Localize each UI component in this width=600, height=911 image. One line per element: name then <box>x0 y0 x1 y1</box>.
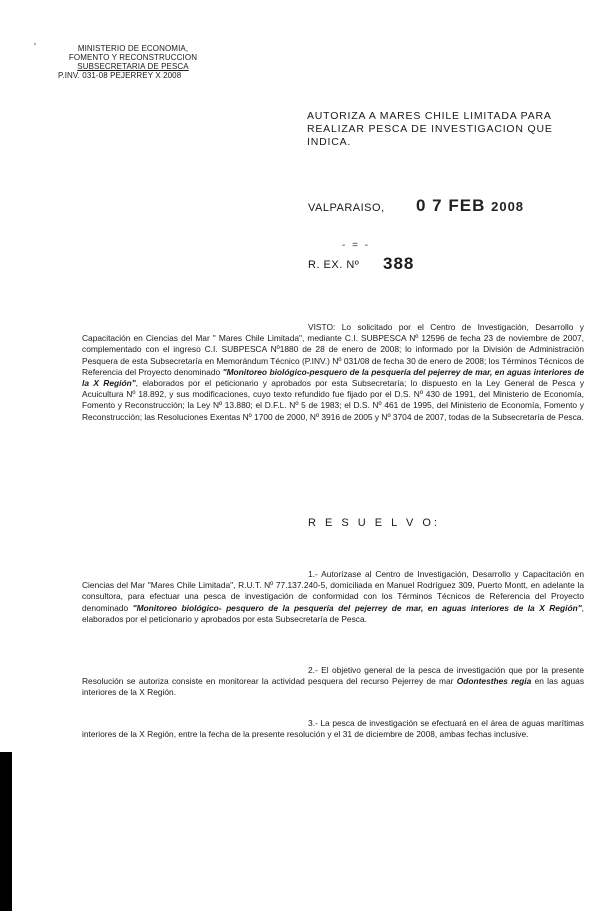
date-month: FEB <box>448 196 486 215</box>
visto-paragraph <box>82 322 584 423</box>
scan-edge-bar <box>0 752 12 911</box>
date-stamp <box>416 196 524 216</box>
item-1-text: 1.- Autorízase al Centro de Investigación, Desarrollo y Capacitación en Ciencias del Mar "Mares Chile Limitada", R.U.T. Nº 77.137.240-5, domiciliada en Manuel Rodríguez 309, Puerto Montt, en adelante la consultora, para efectuar una pesca de investigación de conformidad con los Términos Técnicos de Referencia del Proyecto denominado <box>82 569 584 613</box>
dash-mark: - = - <box>342 240 371 251</box>
item-1 <box>82 569 584 625</box>
resuelvo-heading: R E S U E L V O: <box>308 517 440 529</box>
place-label: VALPARAISO, <box>308 202 385 214</box>
date-day: 0 7 <box>416 196 443 215</box>
visto-text-cont: , elaborados por el peticionario y aprobados por esta Subsecretaría; lo dispuesto en la Ley General de Pesca y Acuicultura Nº 18.892, y sus modificaciones, cuyo texto refundido fue fijado por el D.S. Nº 430 de 1991, del Ministerio de Economía, Fomento y Reconstrucción; la Ley Nº 13.880; el D.F.L. Nº 5 de 1983; el D.S. Nº 461 de 1995, del Ministerio de Economía, Fomento y Reconstrucción; las Resoluciones Exentas Nº 1700 de 2000, Nº 3916 de 2005 y Nº 3704 de 2007, todas de la Subsecretaría de Pesca. <box>82 378 585 422</box>
document-title: AUTORIZA A MARES CHILE LIMITADA PARA REALIZAR PESCA DE INVESTIGACION QUE INDICA. <box>307 110 553 148</box>
item-3-text: 3.- La pesca de investigación se efectuará en el área de aguas marítimas interiores de la X Región, entre la fecha de la presente resolución y el 31 de diciembre de 2008, ambas fechas inclusive. <box>82 718 584 740</box>
item-1-text-cont: , elaborados por el peticionario y aprobados por esta Subsecretaría de Pesca. <box>82 602 584 624</box>
resolution-number: 388 <box>383 254 415 273</box>
letterhead-ministry: MINISTERIO DE ECONOMIA, <box>77 44 189 53</box>
resolution-label: R. EX. Nº <box>308 259 360 271</box>
item-3 <box>82 718 584 740</box>
letterhead <box>58 44 208 80</box>
visto-text: VISTO: Lo solicitado por el Centro de Investigación, Desarrollo y Capacitación en Ciencias del Mar " Mares Chile Limitada", mediante C.I. SUBPESCA Nº 12596 de fecha 23 de noviembre de 2007, complementado con el ingreso C.I. SUBPESCA Nº1880 de 28 de enero de 2008; lo informado por la División de Administración Pesquera de esta Subsecretaría en Memorándum Técnico (P.INV.) Nº 031/08 de fecha 30 de enero de 2008; los Términos Técnicos de Referencia del Proyecto denominado <box>82 322 584 377</box>
stray-mark: ' <box>34 42 36 53</box>
item-2-text: 2.- El objetivo general de la pesca de investigación que por la presente Resolución se autoriza consiste en monitorear la actividad pesquera del recurso Pejerrey de mar <box>82 665 584 687</box>
item-2 <box>82 665 584 699</box>
item-1-project-name: "Monitoreo biológico- pesquero de la pesquería del pejerrey de mar, en aguas interiores de la X Región" <box>132 602 582 613</box>
date-year: 2008 <box>491 199 525 214</box>
species-name: Odontesthes regia <box>456 676 532 687</box>
letterhead-reference: P.INV. 031-08 PEJERREY X 2008 <box>58 71 182 80</box>
item-2-text-cont: en las aguas interiores de la X Región. <box>82 676 585 698</box>
project-name: "Monitoreo biológico-pesquero de la pesquería del pejerrey de mar, en aguas interiores de la X Región" <box>82 366 584 389</box>
letterhead-subsecretaria: SUBSECRETARIA DE PESCA <box>77 62 189 71</box>
letterhead-ministry-2: FOMENTO Y RECONSTRUCCION <box>68 53 198 62</box>
